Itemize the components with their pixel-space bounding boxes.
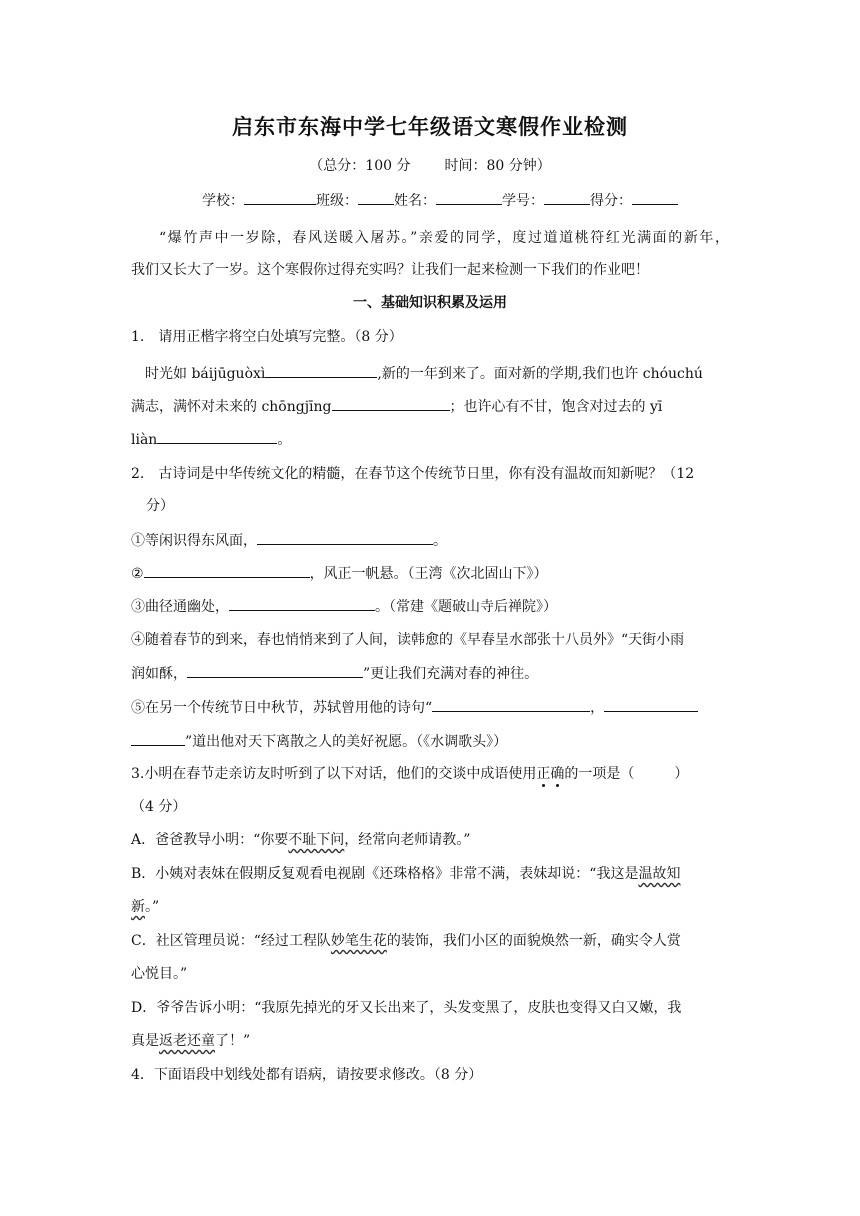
- number-label: 学号：: [502, 193, 544, 209]
- q1-blank-3[interactable]: [157, 429, 277, 444]
- q2-blank-5[interactable]: [432, 697, 590, 712]
- q2-item-2: ② ，风正一帆悬。（王湾《次北固山下》）: [131, 563, 548, 584]
- emphasis-dot-char: 正: [536, 766, 551, 782]
- page-title: 启东市东海中学七年级语文寒假作业检测: [232, 114, 628, 139]
- name-blank[interactable]: [436, 190, 502, 205]
- intro-line-2: 我们又长大了一岁。这个寒假你过得充实吗？让我们一起来检测一下我们的作业吧！: [131, 262, 649, 278]
- exam-meta: [0, 156, 860, 176]
- q2-item-1: ①等闲识得东风面， 。: [131, 530, 447, 551]
- q3-option-b-line-1: B．小姨对表妹在假期反复观看电视剧《还珠格格》非常不满，表妹却说：“我这是温故知: [131, 866, 681, 882]
- student-info-line: [202, 190, 678, 211]
- class-blank[interactable]: [358, 190, 394, 205]
- emphasis-dot-char: 确: [550, 766, 565, 782]
- number-blank[interactable]: [544, 190, 590, 205]
- q2-blank-6-cont[interactable]: [131, 731, 185, 746]
- q1-line-1: 时光如 báijūguòxì ,新的一年到来了。面对新的学期,我们也许 chóuchú: [145, 363, 703, 384]
- q2-blank-4[interactable]: [187, 663, 363, 678]
- q2-blank-3[interactable]: [229, 596, 375, 611]
- total-score: （总分：100 分: [309, 158, 411, 174]
- q2-stem-line-2: 分）: [146, 498, 174, 514]
- idiom-underlined: 不耻下问: [288, 832, 345, 848]
- q3-stem: 3.小明在春节走亲访友时听到了以下对话，他们的交谈中成语使用正确的一项是（ ）: [131, 766, 689, 782]
- q3-option-c-line-2: 心悦目。”: [131, 966, 188, 982]
- q3-option-d-line-2: 真是返老还童了！”: [131, 1033, 251, 1049]
- q2-item-5-line-1: ⑤在另一个传统节日中秋节，苏轼曾用他的诗句“ ，: [131, 697, 698, 718]
- intro-line-1: “爆竹声中一岁除，春风送暖入屠苏。”亲爱的同学，度过道道桃符红光满面的新年，: [159, 230, 729, 246]
- idiom-underlined: 新: [131, 899, 145, 915]
- q3-points: （4 分）: [131, 799, 187, 815]
- q2-blank-6[interactable]: [604, 697, 698, 712]
- q3-option-a: A．爸爸教导小明：“你要不耻下问，经常向老师请教。”: [131, 832, 471, 848]
- q1-blank-1[interactable]: [265, 363, 377, 378]
- q1-stem: 1. 请用正楷字将空白处填写完整。（8 分）: [131, 329, 403, 345]
- q3-option-b-line-2: 新。”: [131, 899, 160, 915]
- idiom-underlined: 妙笔生花: [330, 933, 387, 949]
- score-blank[interactable]: [632, 190, 678, 205]
- q1-blank-2[interactable]: [332, 396, 450, 411]
- q2-blank-2[interactable]: [144, 563, 310, 578]
- name-label: 姓名：: [394, 193, 436, 209]
- q4-stem: 4．下面语段中划线处都有语病，请按要求修改。（8 分）: [131, 1067, 483, 1083]
- q1-line-2: 满志，满怀对未来的 chōngjīng ；也许心有不甘，饱含对过去的 yī: [131, 396, 662, 417]
- section-heading: 一、基础知识积累及运用: [353, 295, 507, 311]
- q2-blank-1[interactable]: [257, 530, 433, 545]
- q2-item-5-line-2: ”道出他对天下离散之人的美好祝愿。（《水调歌头》）: [131, 731, 507, 752]
- school-blank[interactable]: [244, 190, 316, 205]
- exam-time: 时间：80 分钟）: [444, 158, 551, 174]
- q3-option-c-line-1: C．社区管理员说：“经过工程队妙笔生花的装饰，我们小区的面貌焕然一新，确实令人赏: [131, 933, 681, 949]
- q2-item-4-line-2: 润如酥， ”更让我们充满对春的神往。: [131, 663, 538, 684]
- q1-line-3: liàn 。: [131, 429, 291, 450]
- class-label: 班级：: [316, 193, 358, 209]
- school-label: 学校：: [202, 193, 244, 209]
- q2-item-3: ③曲径通幽处， 。（常建《题破山寺后禅院》）: [131, 596, 557, 617]
- score-label: 得分：: [590, 193, 632, 209]
- q2-stem-line-1: 2. 古诗词是中华传统文化的精髓，在春节这个传统节日里，你有没有温故而知新呢？（12: [131, 466, 695, 482]
- idiom-underlined: 返老还童: [159, 1033, 215, 1049]
- q3-option-d-line-1: D．爷爷告诉小明：“我原先掉光的牙又长出来了，头发变黑了，皮肤也变得又白又嫩，我: [131, 1000, 682, 1016]
- q2-item-4-line-1: ④随着春节的到来，春也悄悄来到了人间，读韩愈的《早春呈水部张十八员外》“天街小雨: [131, 632, 685, 648]
- idiom-underlined: 温故知: [638, 866, 681, 882]
